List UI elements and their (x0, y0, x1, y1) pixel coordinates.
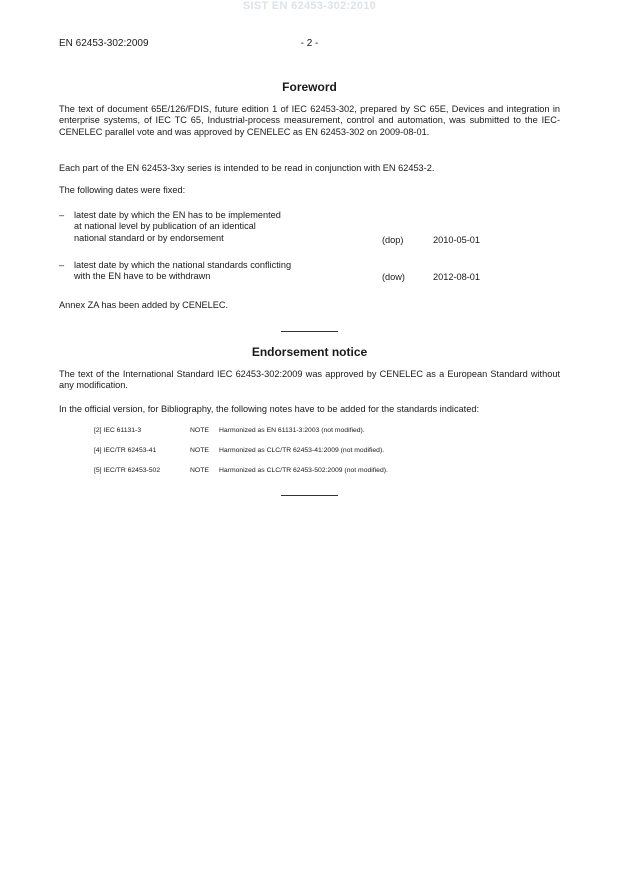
note-reference: [2] IEC 61131-3 (94, 427, 142, 434)
date-item-text (74, 260, 344, 283)
date-code: (dop) (382, 235, 404, 245)
section-divider (281, 495, 338, 496)
date-value: 2010-05-01 (433, 235, 480, 245)
date-code: (dow) (382, 272, 405, 282)
foreword-paragraph-2: Each part of the EN 62453-3xy series is intended to be read in conjunction with EN 62453-2. (59, 163, 435, 173)
endorsement-title: Endorsement notice (251, 345, 368, 359)
foreword-paragraph-4: Annex ZA has been added by CENELEC. (59, 300, 229, 310)
foreword-paragraph-3: The following dates were fixed: (59, 185, 186, 195)
document-id: EN 62453-302:2009 (59, 38, 149, 49)
date-value: 2012-08-01 (433, 272, 480, 282)
endorsement-paragraph-2: In the official version, for Bibliography, the following notes have to be added for the standards indicated: (59, 404, 479, 414)
note-keyword: NOTE (190, 427, 209, 434)
note-keyword: NOTE (190, 447, 209, 454)
note-text: Harmonized as EN 61131-3:2003 (not modified). (219, 427, 365, 434)
date-item-line: at national level by publication of an identical (74, 221, 256, 232)
note-text: Harmonized as CLC/TR 62453-502:2009 (not modified). (219, 467, 388, 474)
date-item-line: latest date by which the national standards conflicting (74, 260, 292, 270)
endorsement-paragraph-1: The text of the International Standard IEC 62453-302:2009 was approved by CENELEC as a European Standard without any modification. (59, 369, 560, 391)
foreword-title: Foreword (282, 80, 337, 94)
note-keyword: NOTE (190, 467, 209, 474)
date-item-text (74, 210, 344, 244)
note-reference: [5] IEC/TR 62453-502 (94, 467, 161, 474)
foreword-paragraph-1: The text of document 65E/126/FDIS, future edition 1 of IEC 62453-302, prepared by SC 65E, Devices and integration in enterprise systems, of IEC TC 65, Industrial-process measurement, control and automation, was submitted to the IEC-CENELEC parallel vote and was approved by CENELEC as EN 62453-302 on 2009-08-01. (59, 104, 560, 137)
date-item-dow (59, 260, 560, 284)
date-item-line: national standard or by endorsement (74, 232, 224, 243)
list-dash: – (59, 210, 65, 220)
date-item-line: with the EN have to be withdrawn (74, 271, 211, 282)
list-dash: – (59, 260, 65, 270)
date-item-dop (59, 210, 560, 246)
note-text: Harmonized as CLC/TR 62453-41:2009 (not modified). (219, 447, 385, 454)
note-reference: [4] IEC/TR 62453-41 (94, 447, 157, 454)
date-item-line: latest date by which the EN has to be implemented (74, 210, 281, 220)
section-divider (281, 331, 338, 332)
page-number: - 2 - (300, 38, 319, 49)
watermark: SIST EN 62453-302:2010 (242, 0, 377, 12)
